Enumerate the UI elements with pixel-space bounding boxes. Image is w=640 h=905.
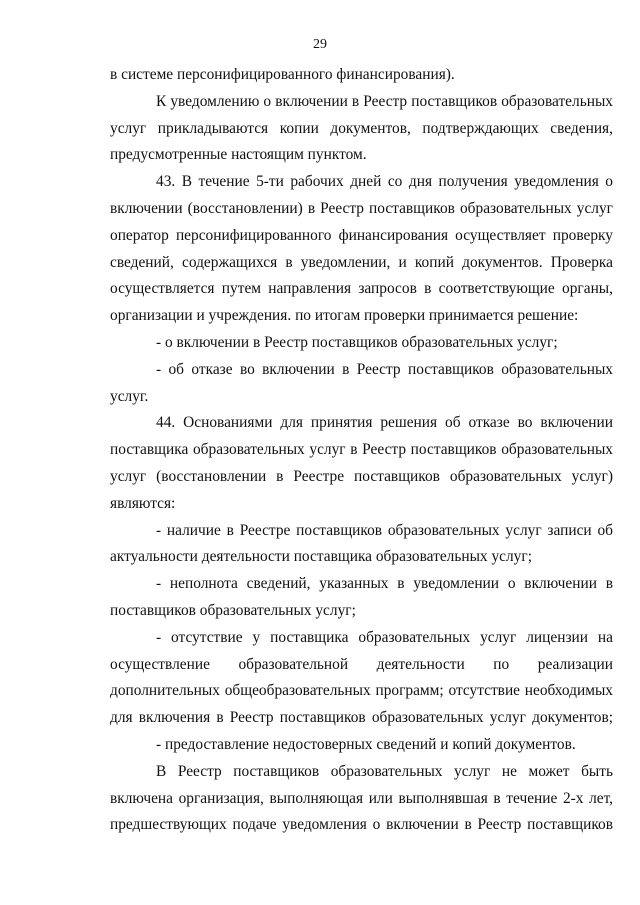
- document-body: [110, 62, 613, 839]
- text-line: - об отказе во включении в Реестр поставщиков образовательных: [156, 360, 613, 378]
- text-line: 43. В течение 5-ти рабочих дней со дня получения уведомления о: [156, 173, 613, 191]
- page-number: 29: [313, 37, 327, 52]
- text-line: - предоставление недостоверных сведений и копий документов.: [156, 735, 576, 753]
- text-line: актуальности деятельности поставщика образовательных услуг;: [110, 548, 532, 566]
- text-line: поставщиков образовательных услуг;: [110, 601, 356, 619]
- text-line: 44. Основаниями для принятия решения об отказе во включении: [156, 414, 613, 432]
- text-line: - наличие в Реестре поставщиков образовательных услуг записи об: [156, 521, 613, 539]
- text-line: предусмотренные настоящим пунктом.: [110, 146, 367, 164]
- text-line: организации и учреждения. по итогам проверки принимается решение:: [110, 307, 579, 325]
- text-line: К уведомлению о включении в Реестр поставщиков образовательных: [156, 92, 613, 110]
- text-line: предшествующих подаче уведомления о включении в Реестр поставщиков: [110, 816, 613, 834]
- text-line: - о включении в Реестр поставщиков образовательных услуг;: [156, 333, 558, 351]
- text-line: - неполнота сведений, указанных в уведомлении о включении в: [156, 575, 613, 593]
- text-line: дополнительных общеобразовательных программ; отсутствие необходимых: [110, 682, 613, 700]
- text-line: услуг прикладываются копии документов, подтверждающих сведения,: [110, 119, 613, 137]
- text-line: услуг (восстановлении в Реестре поставщиков образовательных услуг): [110, 467, 613, 485]
- text-line: включении (восстановлении) в Реестр поставщиков образовательных услуг: [110, 199, 613, 217]
- text-line: поставщика образовательных услуг в Реестр поставщиков образовательных: [110, 441, 613, 459]
- text-line: включена организация, выполняющая или выполнявшая в течение 2-х лет,: [110, 789, 613, 807]
- text-line: сведений, содержащихся в уведомлении, и копий документов. Проверка: [110, 253, 613, 271]
- text-line: - отсутствие у поставщика образовательных услуг лицензии на: [156, 628, 613, 646]
- text-line: являются:: [110, 494, 176, 512]
- text-line: оператор персонифицированного финансирования осуществляет проверку: [110, 226, 613, 244]
- text-line: осуществление образовательной деятельности по реализации: [110, 655, 613, 673]
- text-line: услуг.: [110, 387, 149, 405]
- text-line: в системе персонифицированного финансирования).: [110, 66, 455, 83]
- text-line: осуществляется путем направления запросов в соответствующие органы,: [110, 280, 613, 298]
- text-line: для включения в Реестр поставщиков образовательных услуг документов;: [110, 709, 613, 727]
- text-line: В Реестр поставщиков образовательных услуг не может быть: [156, 762, 613, 780]
